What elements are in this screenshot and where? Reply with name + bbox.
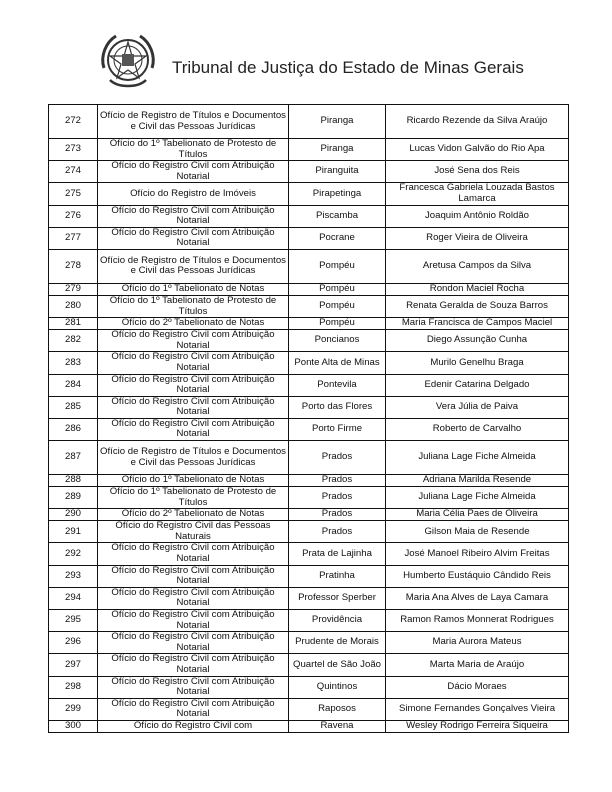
table-row — [49, 374, 569, 396]
row-number: 288 — [49, 475, 98, 487]
row-number: 276 — [49, 205, 98, 227]
table-row — [49, 227, 569, 249]
city-name: Pontevila — [289, 374, 386, 396]
city-name: Providência — [289, 610, 386, 632]
table-row — [49, 543, 569, 565]
office-name: Ofício do Registro Civil com Atribuição Notarial — [98, 418, 289, 440]
city-name: Porto Firme — [289, 418, 386, 440]
city-name: Piranga — [289, 139, 386, 161]
table-row — [49, 587, 569, 609]
row-number: 280 — [49, 295, 98, 317]
city-name: Ravena — [289, 720, 386, 732]
holder-name: Humberto Eustáquio Cândido Reis — [386, 565, 569, 587]
city-name: Quintinos — [289, 676, 386, 698]
table-row — [49, 632, 569, 654]
row-number: 281 — [49, 318, 98, 330]
city-name: Piranguita — [289, 161, 386, 183]
city-name: Prados — [289, 475, 386, 487]
city-name: Professor Sperber — [289, 587, 386, 609]
office-name: Ofício do Registro Civil com Atribuição Notarial — [98, 227, 289, 249]
row-number: 291 — [49, 521, 98, 543]
table-row — [49, 509, 569, 521]
row-number: 295 — [49, 610, 98, 632]
holder-name: Ricardo Rezende da Silva Araújo — [386, 105, 569, 139]
table-row — [49, 249, 569, 283]
holder-name: Maria Ana Alves de Laya Camara — [386, 587, 569, 609]
row-number: 297 — [49, 654, 98, 676]
table-row — [49, 183, 569, 205]
holder-name: Roberto de Carvalho — [386, 418, 569, 440]
table-row — [49, 698, 569, 720]
table-row — [49, 330, 569, 352]
city-name: Pompéu — [289, 318, 386, 330]
table-row — [49, 295, 569, 317]
holder-name: Ramon Ramos Monnerat Rodrigues — [386, 610, 569, 632]
row-number: 279 — [49, 283, 98, 295]
office-name: Ofício do 1º Tabelionato de Protesto de Títulos — [98, 139, 289, 161]
city-name: Prados — [289, 521, 386, 543]
office-name: Ofício do Registro Civil com Atribuição Notarial — [98, 676, 289, 698]
holder-name: Maria Célia Paes de Oliveira — [386, 509, 569, 521]
holder-name: Rondon Maciel Rocha — [386, 283, 569, 295]
office-name: Ofício de Registro de Títulos e Documentos e Civil das Pessoas Jurídicas — [98, 105, 289, 139]
court-title: Tribunal de Justiça do Estado de Minas Gerais — [172, 58, 524, 77]
city-name: Piscamba — [289, 205, 386, 227]
table-row — [49, 676, 569, 698]
office-name: Ofício do Registro Civil com Atribuição Notarial — [98, 205, 289, 227]
city-name: Prata de Lajinha — [289, 543, 386, 565]
city-name: Prados — [289, 509, 386, 521]
holder-name: Vera Júlia de Paiva — [386, 396, 569, 418]
holder-name: Adriana Marilda Resende — [386, 475, 569, 487]
row-number: 287 — [49, 441, 98, 475]
holder-name: Edenir Catarina Delgado — [386, 374, 569, 396]
city-name: Poncianos — [289, 330, 386, 352]
row-number: 284 — [49, 374, 98, 396]
row-number: 286 — [49, 418, 98, 440]
table-row — [49, 396, 569, 418]
row-number: 275 — [49, 183, 98, 205]
holder-name: Roger Vieira de Oliveira — [386, 227, 569, 249]
row-number: 274 — [49, 161, 98, 183]
office-name: Ofício do Registro Civil com Atribuição Notarial — [98, 654, 289, 676]
row-number: 272 — [49, 105, 98, 139]
table-row — [49, 161, 569, 183]
table-row — [49, 318, 569, 330]
holder-name: Wesley Rodrigo Ferreira Siqueira — [386, 720, 569, 732]
office-name: Ofício do Registro Civil com Atribuição Notarial — [98, 161, 289, 183]
table-row — [49, 475, 569, 487]
holder-name: Simone Fernandes Gonçalves Vieira — [386, 698, 569, 720]
holder-name: Diego Assunção Cunha — [386, 330, 569, 352]
row-number: 294 — [49, 587, 98, 609]
office-name: Ofício do Registro Civil com Atribuição Notarial — [98, 352, 289, 374]
office-name: Ofício do 1º Tabelionato de Protesto de Títulos — [98, 487, 289, 509]
row-number: 273 — [49, 139, 98, 161]
city-name: Pompéu — [289, 295, 386, 317]
table-row — [49, 105, 569, 139]
office-name: Ofício do Registro Civil com — [98, 720, 289, 732]
row-number: 293 — [49, 565, 98, 587]
office-name: Ofício do Registro Civil com Atribuição Notarial — [98, 632, 289, 654]
city-name: Ponte Alta de Minas — [289, 352, 386, 374]
holder-name: Maria Francisca de Campos Maciel — [386, 318, 569, 330]
city-name: Prados — [289, 441, 386, 475]
city-name: Pocrane — [289, 227, 386, 249]
table-row — [49, 283, 569, 295]
notary-table — [48, 104, 556, 733]
table-row — [49, 565, 569, 587]
city-name: Pirapetinga — [289, 183, 386, 205]
row-number: 283 — [49, 352, 98, 374]
row-number: 282 — [49, 330, 98, 352]
office-name: Ofício do Registro de Imóveis — [98, 183, 289, 205]
row-number: 278 — [49, 249, 98, 283]
office-name: Ofício do Registro Civil com Atribuição Notarial — [98, 698, 289, 720]
row-number: 298 — [49, 676, 98, 698]
table-row — [49, 521, 569, 543]
city-name: Piranga — [289, 105, 386, 139]
office-name: Ofício do 1º Tabelionato de Notas — [98, 475, 289, 487]
holder-name: Aretusa Campos da Silva — [386, 249, 569, 283]
row-number: 296 — [49, 632, 98, 654]
office-name: Ofício do 1º Tabelionato de Protesto de Títulos — [98, 295, 289, 317]
city-name: Pompéu — [289, 283, 386, 295]
row-number: 299 — [49, 698, 98, 720]
city-name: Pratinha — [289, 565, 386, 587]
office-name: Ofício do Registro Civil com Atribuição Notarial — [98, 610, 289, 632]
city-name: Pompéu — [289, 249, 386, 283]
holder-name: Murilo Genelhu Braga — [386, 352, 569, 374]
city-name: Raposos — [289, 698, 386, 720]
table-row — [49, 487, 569, 509]
holder-name: José Sena dos Reis — [386, 161, 569, 183]
table-row — [49, 139, 569, 161]
office-name: Ofício do 2º Tabelionato de Notas — [98, 318, 289, 330]
holder-name: Renata Geralda de Souza Barros — [386, 295, 569, 317]
office-name: Ofício do Registro Civil com Atribuição Notarial — [98, 330, 289, 352]
table-row — [49, 654, 569, 676]
table-row — [49, 610, 569, 632]
holder-name: Marta Maria de Araújo — [386, 654, 569, 676]
row-number: 292 — [49, 543, 98, 565]
row-number: 300 — [49, 720, 98, 732]
holder-name: Maria Aurora Mateus — [386, 632, 569, 654]
table-row — [49, 441, 569, 475]
office-name: Ofício de Registro de Títulos e Documentos e Civil das Pessoas Jurídicas — [98, 249, 289, 283]
office-name: Ofício do Registro Civil com Atribuição Notarial — [98, 587, 289, 609]
city-name: Prudente de Morais — [289, 632, 386, 654]
row-number: 285 — [49, 396, 98, 418]
holder-name: Francesca Gabriela Louzada Bastos Lamarca — [386, 183, 569, 205]
holder-name: Dácio Moraes — [386, 676, 569, 698]
row-number: 277 — [49, 227, 98, 249]
office-name: Ofício do Registro Civil com Atribuição Notarial — [98, 396, 289, 418]
city-name: Porto das Flores — [289, 396, 386, 418]
table-row — [49, 418, 569, 440]
holder-name: José Manoel Ribeiro Alvim Freitas — [386, 543, 569, 565]
office-name: Ofício de Registro de Títulos e Documentos e Civil das Pessoas Jurídicas — [98, 441, 289, 475]
holder-name: Lucas Vidon Galvão do Rio Apa — [386, 139, 569, 161]
holder-name: Juliana Lage Fiche Almeida — [386, 487, 569, 509]
office-name: Ofício do Registro Civil com Atribuição Notarial — [98, 374, 289, 396]
city-name: Quartel de São João — [289, 654, 386, 676]
office-name: Ofício do Registro Civil com Atribuição Notarial — [98, 543, 289, 565]
office-name: Ofício do 2º Tabelionato de Notas — [98, 509, 289, 521]
row-number: 290 — [49, 509, 98, 521]
table-row — [49, 205, 569, 227]
city-name: Prados — [289, 487, 386, 509]
coat-of-arms-icon — [96, 28, 160, 92]
table-row — [49, 720, 569, 732]
office-name: Ofício do Registro Civil com Atribuição Notarial — [98, 565, 289, 587]
holder-name: Gilson Maia de Resende — [386, 521, 569, 543]
office-name: Ofício do 1º Tabelionato de Notas — [98, 283, 289, 295]
document-header — [96, 28, 524, 92]
row-number: 289 — [49, 487, 98, 509]
office-name: Ofício do Registro Civil das Pessoas Naturais — [98, 521, 289, 543]
table-row — [49, 352, 569, 374]
holder-name: Juliana Lage Fiche Almeida — [386, 441, 569, 475]
holder-name: Joaquim Antônio Roldão — [386, 205, 569, 227]
